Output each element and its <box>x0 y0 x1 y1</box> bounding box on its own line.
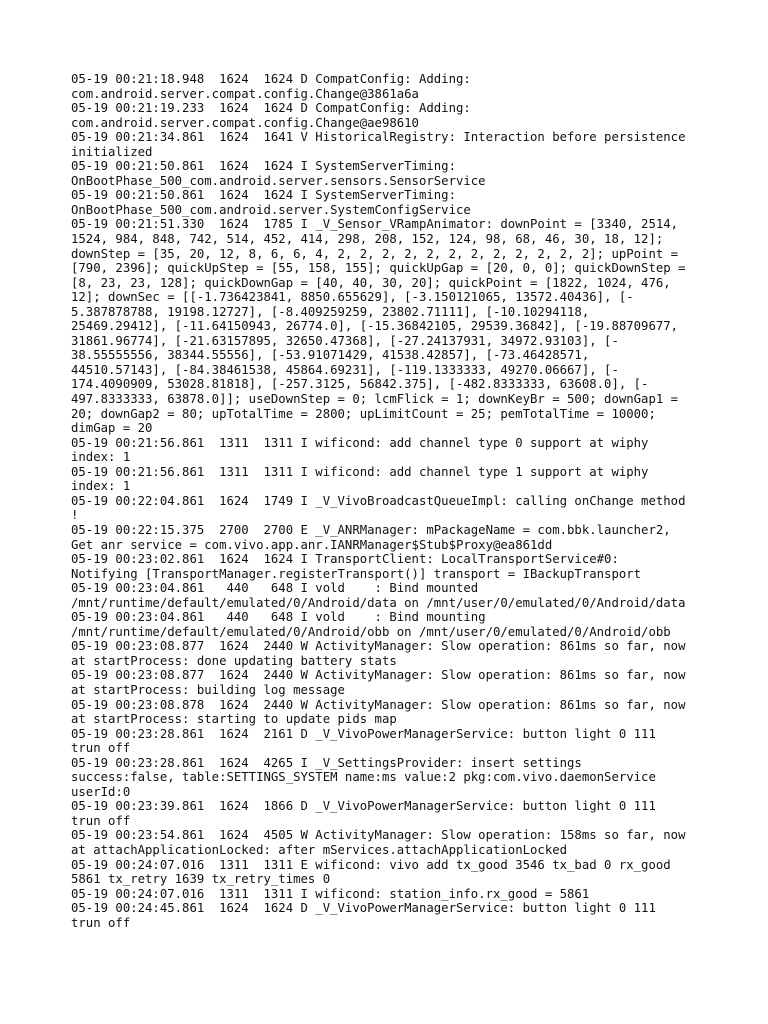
log-line: downStep = [35, 20, 12, 8, 6, 6, 4, 2, 2, 2, 2, 2, 2, 2, 2, 2, 2, 2, 2]; upPoint = <box>71 246 679 261</box>
log-line: 1524, 984, 848, 742, 514, 452, 414, 298, 208, 152, 124, 98, 68, 46, 30, 18, 12]; <box>71 232 664 247</box>
log-line: [790, 2396]; quickUpStep = [55, 158, 155]; quickUpGap = [20, 0, 0]; quickDownStep = <box>71 261 686 276</box>
log-line: 31861.96774], [-21.63157895, 32650.47368], [-27.24137931, 34972.93103], [- <box>71 333 619 348</box>
log-line: at attachApplicationLocked: after mServices.attachApplicationLocked <box>71 842 568 857</box>
log-line: 05-19 00:22:04.861 1624 1749 I _V_VivoBroadcastQueueImpl: calling onChange method <box>71 493 686 508</box>
log-line: 5861 tx_retry 1639 tx_retry_times 0 <box>71 872 331 887</box>
log-line: 05-19 00:23:28.861 1624 2161 D _V_VivoPowerManagerService: button light 0 111 <box>71 726 656 741</box>
log-line: trun off <box>71 741 131 756</box>
log-text <box>71 72 711 930</box>
log-line: 05-19 00:23:02.861 1624 1624 I TransportClient: LocalTransportService#0: <box>71 552 619 567</box>
log-line: dimGap = 20 <box>71 421 153 436</box>
log-line: index: 1 <box>71 450 131 465</box>
log-line: at startProcess: done updating battery stats <box>71 653 397 668</box>
log-line: 05-19 00:24:07.016 1311 1311 I wificond: station_info.rx_good = 5861 <box>71 886 590 901</box>
log-line: index: 1 <box>71 479 131 494</box>
log-line: trun off <box>71 915 131 930</box>
log-line: 05-19 00:21:50.861 1624 1624 I SystemServerTiming: <box>71 188 456 203</box>
log-line: 05-19 00:22:15.375 2700 2700 E _V_ANRManager: mPackageName = com.bbk.launcher2, <box>71 522 671 537</box>
log-line: 05-19 00:21:19.233 1624 1624 D CompatConfig: Adding: <box>71 101 471 116</box>
log-line: 05-19 00:23:08.878 1624 2440 W ActivityManager: Slow operation: 861ms so far, now <box>71 697 686 712</box>
log-line: 05-19 00:21:34.861 1624 1641 V HistoricalRegistry: Interaction before persistence <box>71 130 686 145</box>
log-line: at startProcess: building log message <box>71 682 345 697</box>
log-line: OnBootPhase_500_com.android.server.sensors.SensorService <box>71 173 486 188</box>
log-line: 05-19 00:23:08.877 1624 2440 W ActivityManager: Slow operation: 861ms so far, now <box>71 639 686 654</box>
log-page <box>71 72 711 930</box>
log-line: ! <box>71 508 79 523</box>
log-line: 05-19 00:23:54.861 1624 4505 W ActivityManager: Slow operation: 158ms so far, now <box>71 828 686 843</box>
log-line: 5.387878788, 19198.12727], [-8.409259259, 23802.71111], [-10.10294118, <box>71 304 590 319</box>
log-line: 497.8333333, 63878.0]]; useDownStep = 0; lcmFlick = 1; downKeyBr = 500; downGap1 = <box>71 392 679 407</box>
log-line: 05-19 00:24:07.016 1311 1311 E wificond: vivo add tx_good 3546 tx_bad 0 rx_good <box>71 857 671 872</box>
log-line: 12]; downSec = [[-1.736423841, 8850.655629], [-3.150121065, 13572.40436], [- <box>71 290 634 305</box>
log-line: /mnt/runtime/default/emulated/0/Android/data on /mnt/user/0/emulated/0/Android/data <box>71 595 686 610</box>
log-line: 05-19 00:23:28.861 1624 4265 I _V_SettingsProvider: insert settings <box>71 755 582 770</box>
log-line: /mnt/runtime/default/emulated/0/Android/obb on /mnt/user/0/emulated/0/Android/obb <box>71 624 671 639</box>
log-line: 20; downGap2 = 80; upTotalTime = 2800; upLimitCount = 25; pemTotalTime = 10000; <box>71 406 656 421</box>
log-line: trun off <box>71 813 131 828</box>
log-line: success:false, table:SETTINGS_SYSTEM name:ms value:2 pkg:com.vivo.daemonService <box>71 770 656 785</box>
log-line: 05-19 00:21:51.330 1624 1785 I _V_Sensor_VRampAnimator: downPoint = [3340, 2514, <box>71 217 679 232</box>
log-line: 05-19 00:21:18.948 1624 1624 D CompatConfig: Adding: <box>71 72 471 86</box>
log-line: com.android.server.compat.config.Change@3861a6a <box>71 86 419 101</box>
log-line: com.android.server.compat.config.Change@ae98610 <box>71 115 419 130</box>
log-line: Get anr service = com.vivo.app.anr.IANRManager$Stub$Proxy@ea861dd <box>71 537 553 552</box>
log-line: Notifying [TransportManager.registerTransport()] transport = IBackupTransport <box>71 566 642 581</box>
log-line: initialized <box>71 144 153 159</box>
log-line: at startProcess: starting to update pids map <box>71 712 397 727</box>
log-line: 05-19 00:23:39.861 1624 1866 D _V_VivoPowerManagerService: button light 0 111 <box>71 799 656 814</box>
log-line: 44510.57143], [-84.38461538, 45864.69231], [-119.1333333, 49270.06667], [- <box>71 362 619 377</box>
log-line: 05-19 00:24:45.861 1624 1624 D _V_VivoPowerManagerService: button light 0 111 <box>71 901 656 916</box>
log-line: 05-19 00:21:56.861 1311 1311 I wificond: add channel type 1 support at wiphy <box>71 464 649 479</box>
log-line: 174.4090909, 53028.81818], [-257.3125, 56842.375], [-482.8333333, 63608.0], [- <box>71 377 649 392</box>
log-line: 25469.29412], [-11.64150943, 26774.0], [-15.36842105, 29539.36842], [-19.88709677, <box>71 319 679 334</box>
log-line: 05-19 00:21:50.861 1624 1624 I SystemServerTiming: <box>71 159 456 174</box>
log-line: 05-19 00:23:04.861 440 648 I vold : Bind mounting <box>71 610 486 625</box>
log-line: 05-19 00:23:04.861 440 648 I vold : Bind mounted <box>71 581 479 596</box>
log-line: [8, 23, 23, 128]; quickDownGap = [40, 40, 30, 20]; quickPoint = [1822, 1024, 476, <box>71 275 671 290</box>
log-line: userId:0 <box>71 784 131 799</box>
log-line: OnBootPhase_500_com.android.server.SystemConfigService <box>71 202 471 217</box>
log-line: 05-19 00:23:08.877 1624 2440 W ActivityManager: Slow operation: 861ms so far, now <box>71 668 686 683</box>
log-line: 38.55555556, 38344.55556], [-53.91071429, 41538.42857], [-73.46428571, <box>71 348 590 363</box>
log-line: 05-19 00:21:56.861 1311 1311 I wificond: add channel type 0 support at wiphy <box>71 435 649 450</box>
